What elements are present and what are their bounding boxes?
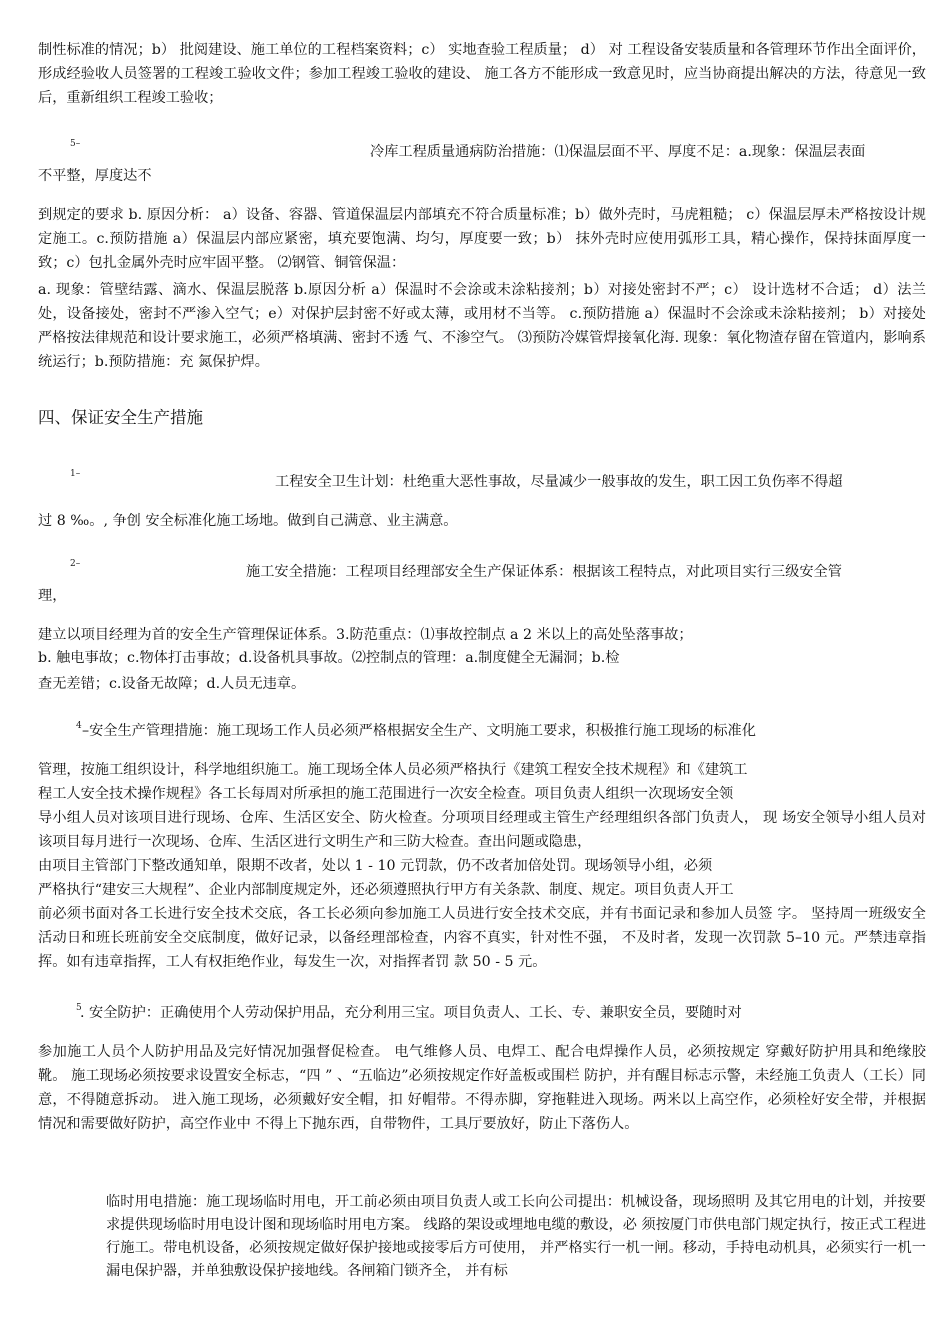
paragraph-cold-storage-title: 冷库工程质量通病防治措施：⑴保温层面不平、厚度不足：a.现象：保温层表面 (370, 144, 866, 160)
paragraph-management-title: –安全生产管理措施：施工现场工作人员必须严格根据安全生产、文明施工要求，积极推行施工现场的标准化 (82, 723, 756, 739)
item-marker-4: 4 (76, 721, 82, 731)
paragraph-management-inspection: 导小组人员对该项目进行现场、仓库、生活区安全、防火检查。分项项目经理或主管生产经理组织各部门负责人， 现 场安全领导小组人员对该项目每月进行一次现场、仓库、生活区进行文明生产和三防大检查。查出问题或隐患， (38, 810, 926, 850)
text-line: 程工人安全技术操作规程》各工长每周对所承担的施工范围进行一次安全检查。项目负责人组织一次现场安全领 (38, 786, 734, 802)
paragraph-temporary-power: 临时用电措施：施工现场临时用电，开工前必须由项目负责人或工长向公司提出：机械设备，现场照明 及其它用电的计划，并按要求提供现场临时用电设计图和现场临时用电方案。 线路的架设或埋地电缆的敷设，必 须按厦门市供电部门规定执行，按正式工程进行施工。带电机设备，必须按规定做好保护接地或接零后方可使用， 并严格实行一机一闸。移动，手持电动机具，必须实行一机一漏电保护器，并单独敷设保护接地线。各闸箱门锁齐全， 并有标 (106, 1194, 926, 1279)
item-marker-1: 1– (70, 469, 81, 479)
paragraph-cold-storage-cont: 不平整，厚度达不 (38, 168, 152, 184)
paragraph-safety-plan-title: 工程安全卫生计划：杜绝重大恶性事故，尽量减少一般事故的发生，职工因工负伤率不得超 (275, 474, 843, 490)
paragraph-protection-body: 参加施工人员个人防护用品及完好情况加强督促检查。 电气维修人员、电焊工、配合电焊操作人员，必须按规定 穿戴好防护用具和绝缘胶靴。 施工现场必须按要求设置安全标志，“四 ” 、“五临边”必须按规定作好盖板或围栏 防护，并有醒目标志示警，未经施工负责人（工长）同意，不得随意拆动。 进入施工现场，必须戴好安全帽，扣 好帽带。不得赤脚，穿拖鞋进入现场。两米以上高空作，必须栓好安全带，并根据情况和需要做好防护，高空作业中 不得上下抛东西，自带物件，工具厅要放好，防止下落伤人。 (38, 1044, 926, 1132)
paragraph-prevention-points-end: 查无差错；c.设备无故障；d.人员无违章。 (38, 676, 306, 692)
paragraph-insulation-causes: 到规定的要求 b. 原因分析： a）设备、容器、管道保温层内部填充不符合质量标准；b）做外壳时，马虎粗糙； c）保温层厚未严格按设计规定施工。c.预防措施 a）保温层内部应紧密，填充要饱满、均匀，厚度要一致；b） 抹外壳时应使用弧形工具，精心操作，保持抹面厚度一致；c）包扎金属外壳时应牢固平整。 ⑵钢管、铜管保温： (38, 207, 926, 271)
paragraph-prevention-points (38, 624, 926, 670)
paragraph-management-body (38, 758, 926, 806)
paragraph-pipe-insulation: a. 现象：管壁结露、滴水、保温层脱落 b.原因分析 a）保温时不会涂或未涂粘接剂；b）对接处密封不严；c） 设计选材不合适； d）法兰处，设备接处，密封不严渗入空气；e）对保护层封密不好或太薄，或用材不当等。 c.预防措施 a）保温时不会涂或未涂粘接剂； b）对接处严格按法律规范和设计要求施工，必须严格填满、密封不透 气、不渗空气。 ⑶预防冷媒管焊接氧化海. 现象：氧化物渣存留在管道内，影响系统运行；b.预防措施：充 氮保护焊。 (38, 282, 926, 370)
paragraph-management-briefing: 前必须书面对各工长进行安全技术交底，各工长必须向参加施工人员进行安全技术交底，并有书面记录和参加人员签 字。 坚持周一班级安全活动日和班长班前安全交底制度，做好记录，以备经理部检查，内容不真实，针对性不强， 不及时者，发现一次罚款 5–10 元。严禁违章指挥。如有违章指挥，工人有权拒绝作业，每发生一次，对指挥者罚 款 50 - 5 元。 (38, 906, 926, 970)
text-line: 严格执行“建安三大规程”、企业内部制度规定外，还必须遵照执行甲方有关条款、制度、规定。项目负责人开工 (38, 882, 734, 898)
text-line: 管理，按施工组织设计，科学地组织施工。施工现场全体人员必须严格执行《建筑工程安全技术规程》和《建筑工 (38, 762, 748, 778)
section-heading-safety: 四、保证安全生产措施 (38, 408, 203, 427)
paragraph-protection-title: . 安全防护：正确使用个人劳动保护用品，充分利用三宝。项目负责人、工长、专、兼职安全员，要随时对 (80, 1005, 742, 1021)
item-marker-5b: 5 (76, 1003, 82, 1013)
paragraph-safety-plan-cont: 过 8 ‰。, 争创 安全标准化施工场地。做到自己满意、业主满意。 (38, 513, 458, 529)
text-line: b. 触电事故；c.物体打击事故；d.设备机具事故。⑵控制点的管理：a.制度健全无漏洞；b.检 (38, 650, 620, 666)
paragraph-safety-measures-title: 施工安全措施：工程项目经理部安全生产保证体系：根据该工程特点，对此项目实行三级安全管 (246, 564, 842, 580)
paragraph-management-penalty (38, 854, 926, 902)
item-marker-5: 5– (70, 139, 81, 149)
text-line: 建立以项目经理为首的安全生产管理保证体系。3.防范重点：⑴事故控制点 a 2 米以上的高处坠落事故； (38, 627, 693, 643)
item-marker-2: 2– (70, 559, 81, 569)
paragraph-safety-measures-cont: 理， (38, 588, 67, 604)
text-line: 由项目主管部门下整改通知单，限期不改者，处以 1 - 10 元罚款，仍不改者加倍处罚。现场领导小组，必须 (38, 858, 713, 874)
paragraph-acceptance: 制性标准的情况；b） 批阅建设、施工单位的工程档案资料；c） 实地查验工程质量； d） 对 工程设备安装质量和各管理环节作出全面评价，形成经验收人员签署的工程竣工验收文件；参加工程竣工验收的建设、 施工各方不能形成一致意见时，应当协商提出解决的方法，待意见一致后，重新组织工程竣工验收； (38, 42, 926, 106)
